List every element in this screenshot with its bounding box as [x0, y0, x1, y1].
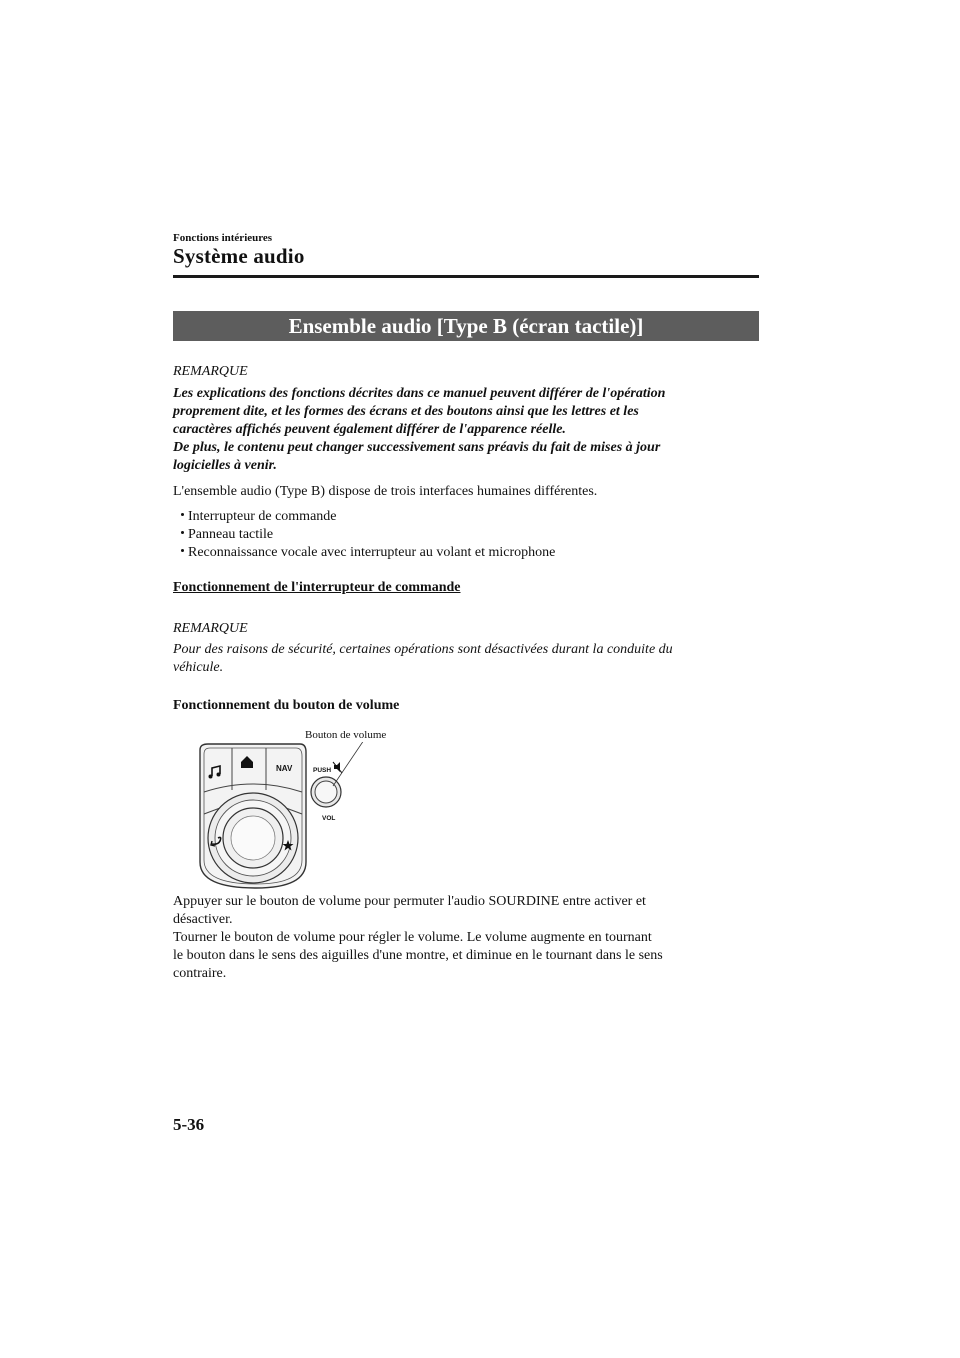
body-line: contraire. [173, 966, 227, 981]
mute-icon [333, 762, 342, 773]
list-item: Panneau tactile [181, 526, 555, 544]
note-line: logicielles à venir. [173, 458, 277, 473]
note-line: caractères affichés peuvent également différer de l'apparence réelle. [173, 422, 566, 437]
nav-button-label: NAV [276, 764, 293, 773]
section-title: Système audio [173, 244, 305, 268]
command-switch-heading: Fonctionnement de l'interrupteur de commande [173, 580, 461, 595]
commander-switch-illustration [196, 742, 366, 892]
bullet-dot [181, 531, 184, 534]
interface-list [181, 508, 555, 562]
note-label: REMARQUE [173, 621, 248, 636]
chapter-label: Fonctions intérieures [173, 232, 273, 244]
note-line: proprement dite, et les formes des écrans et des boutons ainsi que les lettres et les [173, 404, 639, 419]
note-line: Les explications des fonctions décrites dans ce manuel peuvent différer de l'opération [173, 386, 666, 401]
bullet-dot [181, 513, 184, 516]
vol-label: VOL [322, 815, 336, 822]
header-rule [173, 275, 759, 278]
bullet-dot [181, 549, 184, 552]
knob-center [231, 816, 275, 860]
callout-leader-line [333, 742, 364, 786]
note-line: De plus, le contenu peut changer successivement sans préavis du fait de mises à jour [173, 440, 661, 455]
intro-paragraph: L'ensemble audio (Type B) dispose de trois interfaces humaines différentes. [173, 484, 598, 499]
push-label: PUSH [313, 767, 332, 774]
section-banner: Ensemble audio [Type B (écran tactile)] [173, 311, 759, 341]
body-line: Tourner le bouton de volume pour régler le volume. Le volume augmente en tournant [173, 930, 652, 945]
page-number: 5-36 [173, 1115, 205, 1134]
list-item: Reconnaissance vocale avec interrupteur au volant et microphone [181, 544, 555, 562]
body-line: le bouton dans le sens des aiguilles d'une montre, et diminue en le tournant dans le sens [173, 948, 663, 963]
note-label: REMARQUE [173, 364, 248, 379]
figure-callout: Bouton de volume [305, 729, 387, 741]
body-line: Appuyer sur le bouton de volume pour permuter l'audio SOURDINE entre activer et [173, 894, 646, 909]
list-item: Interrupteur de commande [181, 508, 555, 526]
body-line: désactiver. [173, 912, 233, 927]
volume-knob-heading: Fonctionnement du bouton de volume [173, 698, 400, 713]
note-line: Pour des raisons de sécurité, certaines opérations sont désactivées durant la conduite du [173, 642, 673, 657]
note-line: véhicule. [173, 660, 224, 675]
